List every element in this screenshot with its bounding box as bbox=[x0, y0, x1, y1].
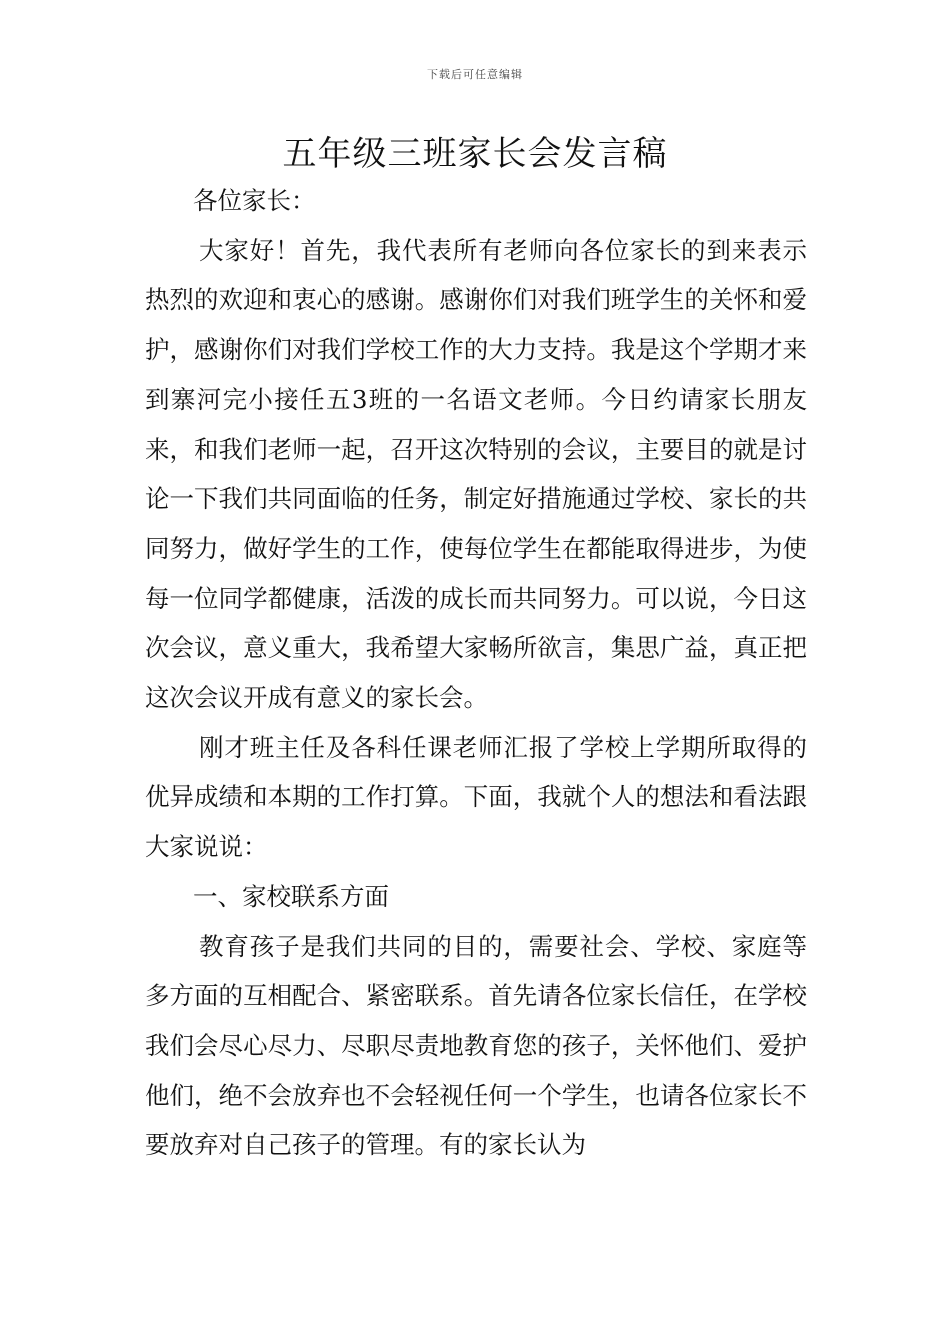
greeting: 各位家长： bbox=[193, 186, 316, 215]
document-title: 五年级三班家长会发言稿 bbox=[282, 134, 668, 174]
paragraph-report: 刚才班主任及各科任课老师汇报了学校上学期所取得的优异成绩和本期的工作打算。下面，我就个人的想法和看法跟大家说说： bbox=[145, 732, 807, 862]
section-heading: 一、家校联系方面 bbox=[193, 881, 389, 911]
header-note: 下载后可任意编辑 bbox=[427, 68, 523, 81]
paragraph-home-school: 教育孩子是我们共同的目的，需要社会、学校、家庭等多方面的互相配合、紧密联系。首先请各位家长信任，在学校我们会尽心尽力、尽职尽责地教育您的孩子，关怀他们、爱护他们，绝不会放弃也不会轻视任何一个学生，也请各位家长不要放弃对自己孩子的管理。有的家长认为 bbox=[145, 931, 807, 1160]
document-body bbox=[145, 176, 807, 1170]
paragraph-welcome: 大家好！首先，我代表所有老师向各位家长的到来表示热烈的欢迎和衷心的感谢。感谢你们对我们班学生的关怀和爱护，感谢你们对我们学校工作的大力支持。我是这个学期才来到寨河完小接任五3班的一名语文老师。今日约请家长朋友来，和我们老师一起，召开这次特别的会议，主要目的就是讨论一下我们共同面临的任务，制定好措施通过学校、家长的共同努力，做好学生的工作，使每位学生在都能取得进步，为使每一位同学都健康，活泼的成长而共同努力。可以说，今日这次会议，意义重大，我希望大家畅所欲言，集思广益，真正把这次会议开成有意义的家长会。 bbox=[145, 235, 807, 713]
